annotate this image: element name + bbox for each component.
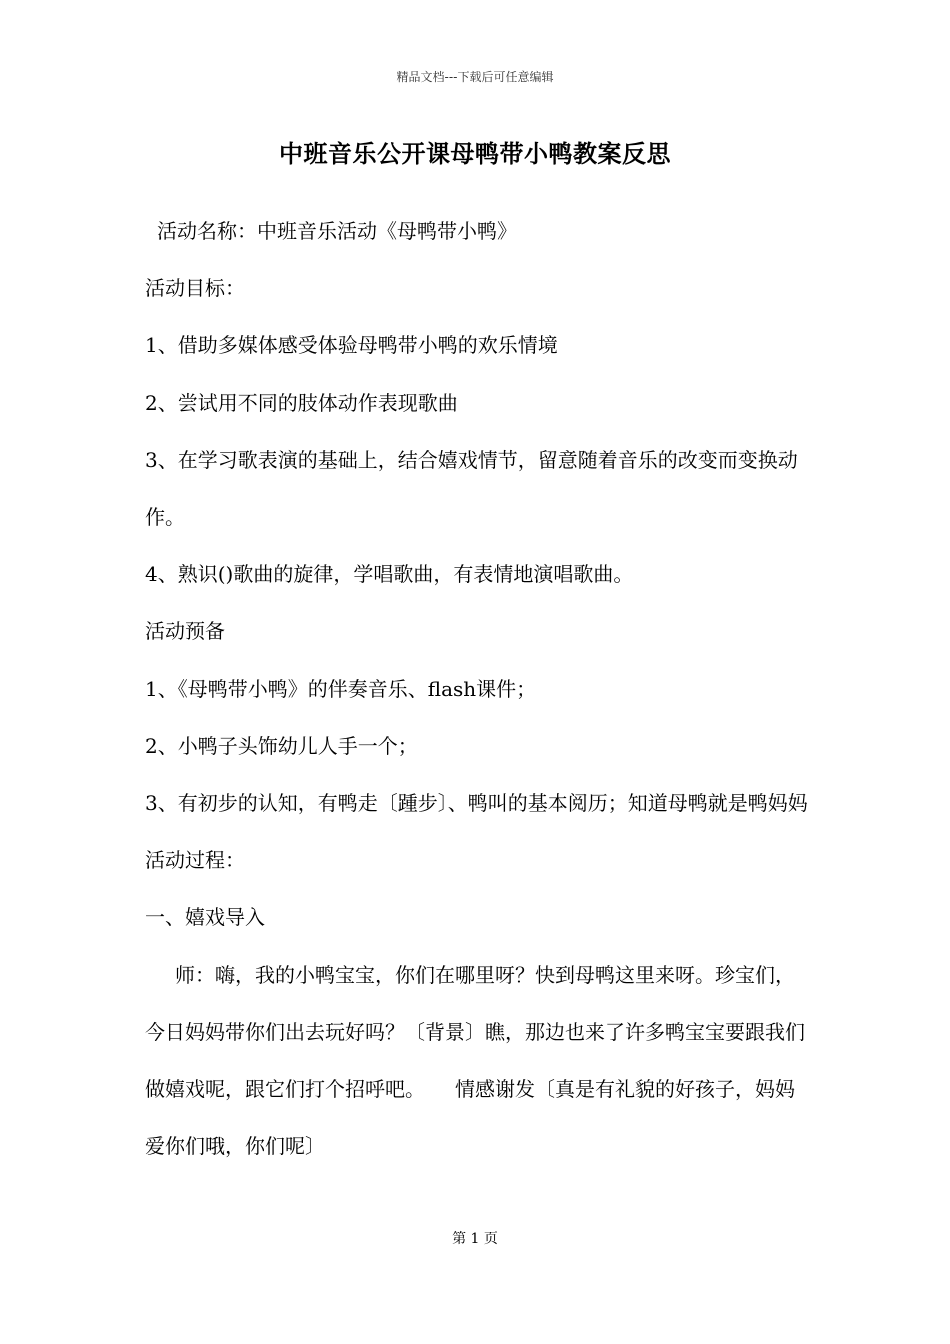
paragraph-goal-4: 4、熟识()歌曲的旋律，学唱歌曲，有表情地演唱歌曲。 bbox=[145, 562, 634, 587]
page-number: 第 1 页 bbox=[452, 1231, 498, 1247]
paragraph-step-1-heading: 一、嬉戏导入 bbox=[145, 905, 265, 930]
paragraph-prep-1: 1、《母鸭带小鸭》的伴奏音乐、flash课件； bbox=[145, 676, 537, 701]
paragraph-prep-2: 2、小鸭子头饰幼儿人手一个； bbox=[145, 733, 418, 758]
paragraph-goal-2: 2、尝试用不同的肢体动作表现歌曲 bbox=[145, 390, 458, 415]
paragraph-prep-heading: 活动预备 bbox=[145, 619, 225, 644]
header-note: 精品文档---下载后可任意编辑 bbox=[396, 70, 554, 84]
paragraph-goal-3: 3、在学习歌表演的基础上，结合嬉戏情节，留意随着音乐的改变而变换动作。 bbox=[145, 447, 798, 530]
document-title: 中班音乐公开课母鸭带小鸭教案反思 bbox=[279, 139, 671, 168]
paragraph-activity-name: 活动名称：中班音乐活动《母鸭带小鸭》 bbox=[157, 219, 517, 243]
document-body bbox=[145, 203, 813, 1175]
paragraph-goal-1: 1、借助多媒体感受体验母鸭带小鸭的欢乐情境 bbox=[145, 333, 558, 358]
paragraph-teacher-dialogue: 师：嗨，我的小鸭宝宝，你们在哪里呀？快到母鸭这里来呀。珍宝们，今日妈妈带你们出去玩好吗？〔背景〕瞧，那边也来了许多鸭宝宝要跟我们做嬉戏呢，跟它们打个招呼吧。 情感谢发〔真是有礼貌的好孩子，妈妈爱你们哦，你们呢〕 bbox=[145, 962, 805, 1159]
paragraph-goals-heading: 活动目标： bbox=[145, 276, 245, 301]
paragraph-prep-3: 3、有初步的认知，有鸭走〔踵步〕、鸭叫的基本阅历；知道母鸭就是鸭妈妈 bbox=[145, 791, 808, 816]
paragraph-process-heading: 活动过程： bbox=[145, 848, 245, 873]
